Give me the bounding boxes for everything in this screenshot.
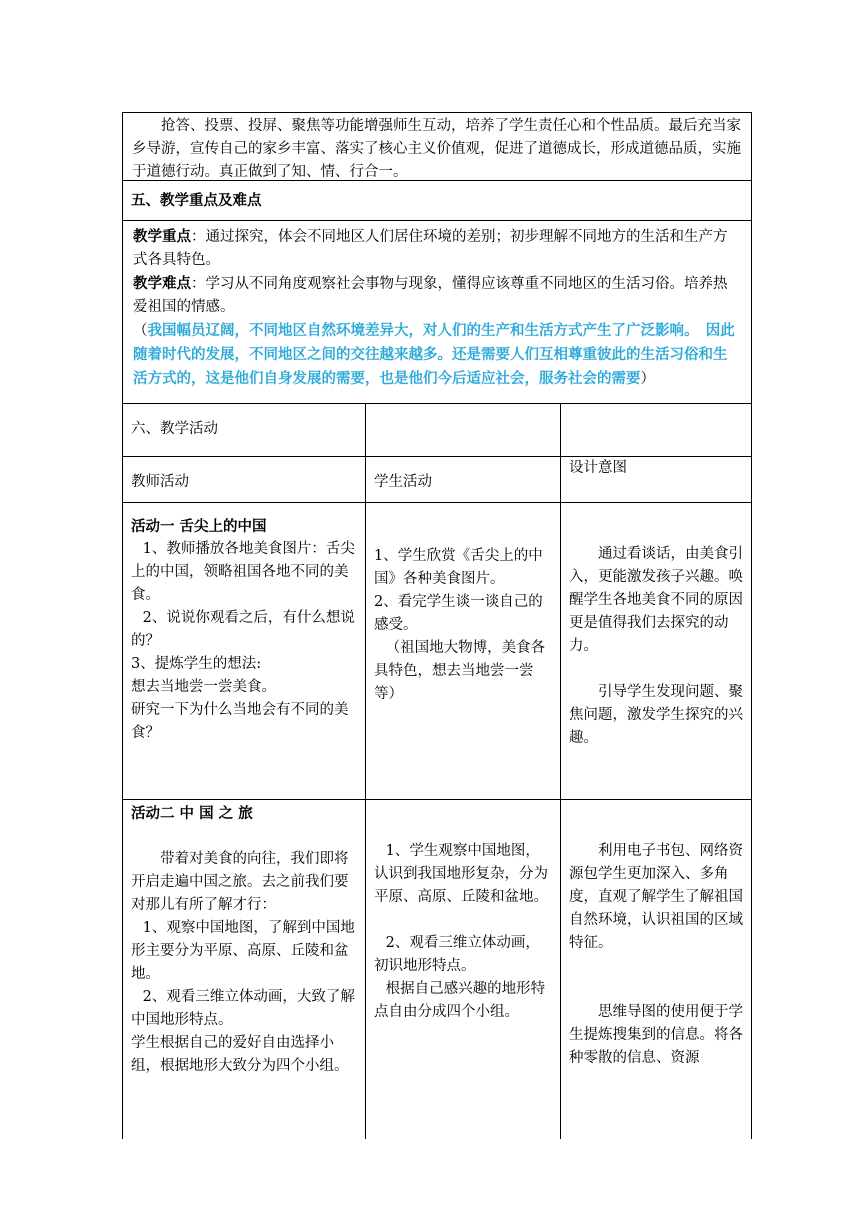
activity1-teacher-step: 想去当地尝一尝美食。 bbox=[131, 679, 276, 695]
header-design: 设计意图 bbox=[569, 460, 627, 476]
activity1-row bbox=[123, 502, 751, 799]
lesson-plan-table bbox=[122, 112, 752, 1139]
difficulty-label: 教学难点 bbox=[133, 275, 191, 292]
activity1-teacher-cell bbox=[123, 503, 366, 799]
activity2-row bbox=[123, 799, 751, 1139]
activity2-teacher-step: 带着对美食的向往，我们即将开启走遍中国之旅。去之前我们要对那儿有所了解才行： bbox=[131, 851, 349, 913]
activity1-teacher-step: 3、提炼学生的想法: bbox=[131, 656, 262, 672]
activity2-teacher-step: 2、观看三维立体动画，大致了解中国地形特点。 bbox=[131, 989, 355, 1028]
spacer bbox=[374, 909, 554, 932]
activity1-student-step: 1、学生欣赏《舌尖上的中国》各种美食图片。 bbox=[374, 548, 543, 587]
section5-heading: 五、教学重点及难点 bbox=[131, 192, 262, 209]
activity1-design-text: 通过看谈话，由美食引入，更能激发孩子兴趣。唤醒学生各地美食不同的原因更是值得我们去探究的动力。 bbox=[569, 546, 743, 654]
activity1-student-cell bbox=[366, 503, 561, 799]
spacer bbox=[131, 825, 359, 848]
activity1-teacher-step: 2、说说你观看之后，有什么想说的？ bbox=[131, 610, 355, 649]
difficulty-paragraph bbox=[133, 272, 741, 319]
section5-heading-cell bbox=[123, 180, 751, 220]
section6-heading-cell bbox=[123, 404, 366, 456]
empty-cell bbox=[366, 404, 561, 456]
activity2-design-text: 思维导图的使用便于学生提炼搜集到的信息。将各种零散的信息、资源 bbox=[569, 1004, 743, 1066]
key-points-cell bbox=[123, 220, 751, 403]
key-point-text: ：通过探究，体会不同地区人们居住环境的差别；初步理解不同地方的生活和生产方式各具特色。 bbox=[133, 229, 728, 268]
activity2-student-step: 1、学生观察中国地图，认识到我国地形复杂，分为平原、高原、丘陵和盆地。 bbox=[374, 843, 548, 905]
column-header-row bbox=[123, 456, 751, 502]
section6-heading-row bbox=[123, 403, 751, 456]
key-point-paragraph bbox=[133, 225, 741, 272]
difficulty-text: ：学习从不同角度观察社会事物与现象，懂得应该尊重不同地区的生活习俗。培养热爱祖国的情感。 bbox=[133, 276, 728, 315]
header-teacher-cell bbox=[123, 457, 366, 502]
activity1-student-step: （祖国地大物博，美食各具特色，想去当地尝一尝等） bbox=[374, 640, 546, 702]
empty-cell bbox=[561, 404, 751, 456]
activity2-title: 活动二 中 国 之 旅 bbox=[131, 805, 253, 822]
header-student: 学生活动 bbox=[374, 474, 432, 490]
section6-heading: 六、教学活动 bbox=[131, 421, 218, 437]
activity1-teacher-step: 1、教师播放各地美食图片：舌尖上的中国，领略祖国各地不同的美食。 bbox=[131, 541, 355, 603]
activity2-student-step: 根据自己感兴趣的地形特点自由分成四个小组。 bbox=[374, 981, 546, 1020]
header-teacher: 教师活动 bbox=[131, 474, 189, 490]
activity1-title: 活动一 舌尖上的中国 bbox=[131, 518, 267, 535]
activity1-design-cell bbox=[561, 503, 751, 799]
activity2-student-step: 2、观看三维立体动画，初识地形特点。 bbox=[374, 935, 540, 974]
note-close-paren: ） bbox=[640, 371, 655, 387]
activity2-student-cell bbox=[366, 800, 561, 1139]
note-highlight-text: 我国幅员辽阔，不同地区自然环境差异大，对人们的生产和生活方式产生了广泛影响。 因此随着时代的发展，不同地区之间的交往越来越多。还是需要人们互相尊重彼此的生活习俗和生活方式的，这是他们自身发展的需要，也是他们今后适应社会，服务社会的需要 bbox=[133, 322, 735, 387]
spacer bbox=[569, 658, 743, 681]
spacer bbox=[569, 955, 743, 1001]
activity2-design-cell bbox=[561, 800, 751, 1139]
note-open-paren: （ bbox=[133, 323, 148, 339]
header-design-cell bbox=[561, 457, 751, 502]
highlight-note bbox=[133, 319, 741, 391]
activity1-teacher-step: 研究一下为什么当地会有不同的美食？ bbox=[131, 702, 349, 741]
activity1-student-step: 2、看完学生谈一谈自己的感受。 bbox=[374, 594, 543, 633]
intro-paragraph: 抢答、投票、投屏、聚焦等功能增强师生互动，培养了学生责任心和个性品质。最后充当家乡导游，宣传自己的家乡丰富、落实了核心主义价值观，促进了道德成长，形成道德品质，实施于道德行动。真正做到了知、情、行合一。 bbox=[132, 118, 741, 180]
activity2-teacher-step: 学生根据自己的爱好自由选择小组，根据地形大致分为四个小组。 bbox=[131, 1035, 349, 1074]
intro-cell bbox=[123, 112, 751, 180]
key-point-label: 教学重点 bbox=[133, 228, 191, 245]
activity2-teacher-cell bbox=[123, 800, 366, 1139]
activity1-design-text: 引导学生发现问题、聚焦问题，激发学生探究的兴趣。 bbox=[569, 684, 743, 746]
activity2-teacher-step: 1、观察中国地图，了解到中国地形主要分为平原、高原、丘陵和盆地。 bbox=[131, 920, 355, 982]
activity2-design-text: 利用电子书包、网络资源包学生更加深入、多角度，直观了解学生了解祖国自然环境，认识祖国的区域特征。 bbox=[569, 843, 743, 951]
header-student-cell bbox=[366, 457, 561, 502]
